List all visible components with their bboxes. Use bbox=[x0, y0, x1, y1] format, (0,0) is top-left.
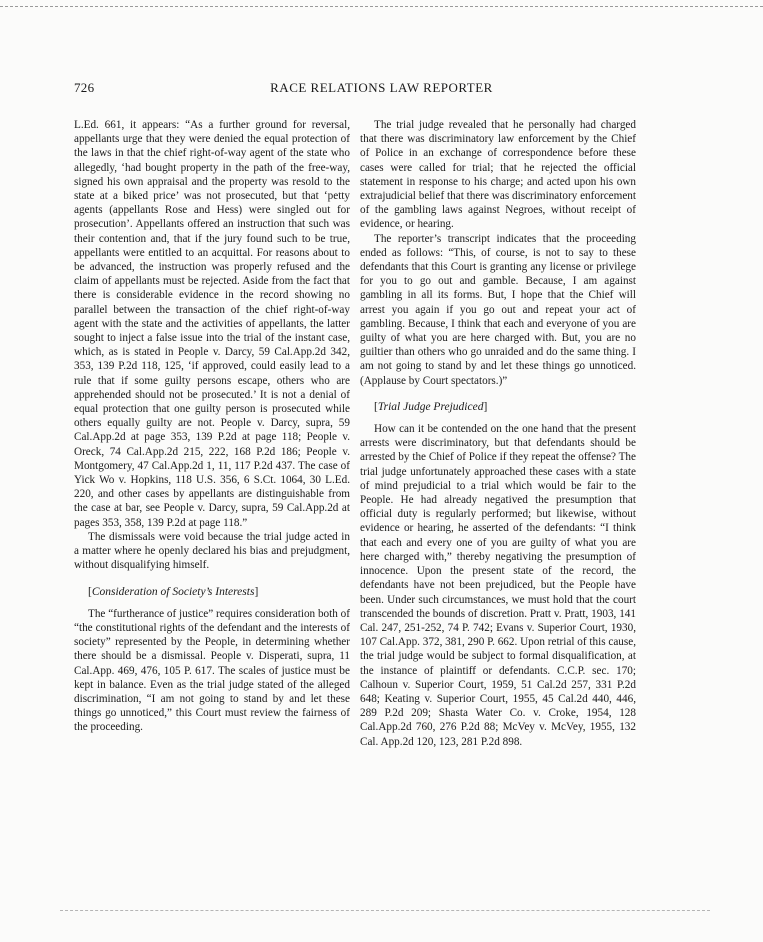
right-column bbox=[360, 118, 636, 749]
left-paragraph-2: The dismissals were void because the trial judge acted in a matter where he openly declared his bias and prejudgment, without disqualifying himself. bbox=[74, 530, 350, 572]
right-paragraph-3: How can it be contended on the one hand that the present arrests were discriminatory, but that defendants should be arrested by the Chief of Police if they repeat the offense? The trial judge unfortunately approached these cases with a state of mind prejudicial to a trial which would be fair to the People. He had already negatived the presumption that official duty is regularly performed; but likewise, without evidence or hearing, he asserted of the defendants: “I think that each and every one of you are guilty of what you are here charged with,” thereby negativing the presumption of innocence. Upon the present state of the record, the defendants have not been prejudiced, but the People have been. Under such circumstances, we must hold that the court transcended the bounds of discretion. Pratt v. Pratt, 1903, 141 Cal. 247, 251-252, 74 P. 742; Evans v. Superior Court, 1930, 107 Cal.App. 372, 381, 290 P. 662. Upon retrial of this cause, the trial judge would be subject to formal disqualification, at the instance of plaintiff or defendants. C.C.P. sec. 170; Calhoun v. Superior Court, 1959, 51 Cal.2d 257, 331 P.2d 648; Keating v. Superior Court, 1955, 45 Cal.2d 440, 446, 289 P.2d 209; Shasta Water Co. v. Croke, 1954, 128 Cal.App.2d 760, 276 P.2d 88; McVey v. McVey, 1955, 132 Cal. App.2d 120, 123, 281 P.2d 898. bbox=[360, 423, 636, 748]
right-paragraph-2: The reporter’s transcript indicates that the proceeding ended as follows: “This, of course, is not to say to these defendants that this Court is granting any license or privilege for you to go out and gamble. Because, I am against gambling in all its forms. But, I hope that the Chief will arrest you again if you go out and repeat your act of gambling. Because, I think that each and everyone of you are guilty of what you are here charged with. But, you are no guiltier than others who go unraided and do the same thing. I am not going to stand by and let these things go unnoticed. (Applause by Court spectators.)” bbox=[360, 232, 636, 387]
bottom-edge-rule bbox=[60, 910, 710, 911]
section-heading-society-interests bbox=[74, 585, 350, 599]
heading-close-bracket: ] bbox=[254, 585, 259, 598]
running-head: RACE RELATIONS LAW REPORTER bbox=[270, 80, 493, 95]
left-paragraph-3: The “furtherance of justice” requires consideration both of “the constitutional rights of the defendant and the interests of society” represented by the People, in determining whether there should be a dismissal. People v. Disperati, supra, 11 Cal.App. 469, 476, 105 P. 617. The scales of justice must be kept in balance. Even as the trial judge stated of the alleged discrimination, “I am not going to stand by and let these things go unnoticed,” this Court must review the fairness of the proceeding. bbox=[74, 607, 350, 734]
right-paragraph-1: The trial judge revealed that he personally had charged that there was discriminatory law enforcement by the Chief of Police in an exchange of correspondence before these cases were called for trial; that he rejected the official statement in response to his charge; and acted upon his own extrajudicial belief that there was discriminatory enforcement of the gambling laws against Negroes, without receipt of evidence, or hearing. bbox=[360, 119, 636, 231]
left-column bbox=[74, 118, 350, 735]
heading-open-bracket: [ bbox=[88, 585, 92, 598]
section-heading-trial-judge-prejudiced bbox=[360, 400, 636, 414]
top-edge-rule bbox=[0, 6, 763, 7]
heading-text: Trial Judge Prejudiced bbox=[377, 400, 484, 413]
heading-open-bracket: [ bbox=[374, 400, 378, 413]
left-paragraph-1: L.Ed. 661, it appears: “As a further ground for reversal, appellants urge that they were denied the equal protection of the laws in that the chief right-of-way agent of the state who allegedly, ‘had bought property in the path of the free-way, signed his own appraisal and the property was resold to the state at a biked price’ was not prosecuted, but that ‘petty agents (appellants Rose and Hess) were singled out for prosecution’. Appellants offered an instruction that such was their contention and, that if the jury found such to be true, appellants were entitled to an acquittal. For reasons about to be advanced, the instruction was properly refused and the claim of appellants must be rejected. Aside from the fact that there is considerable evidence in the record showing no parallel between the transaction of the chief right-of-way agent with the state and the activities of appellants, the latter sought to inject a false issue into the trial of the instant case, which, as is stated in People v. Darcy, 59 Cal.App.2d 342, 353, 139 P.2d 118, 125, ‘if approved, could easily lead to a rule that if some guilty persons escape, others who are apprehended should not be prosecuted.’ It is not a denial of equal protection that one guilty person is prosecuted while others equally guilty are not. People v. Darcy, supra, 59 Cal.App.2d at page 353, 139 P.2d at page 118; People v. Oreck, 74 Cal.App.2d 215, 222, 168 P.2d 186; People v. Montgomery, 47 Cal.App.2d 1, 11, 117 P.2d 437. The case of Yick Wo v. Hopkins, 118 U.S. 356, 6 S.Ct. 1064, 30 L.Ed. 220, and other cases by appellants are distinguishable from the case at bar, see People v. Darcy, supra, 59 Cal.App.2d at pages 353, 358, 139 P.2d at page 118.” bbox=[74, 119, 350, 529]
heading-text: Consideration of Society’s Interests bbox=[91, 585, 255, 598]
heading-close-bracket: ] bbox=[483, 400, 488, 413]
page-number: 726 bbox=[74, 80, 95, 95]
